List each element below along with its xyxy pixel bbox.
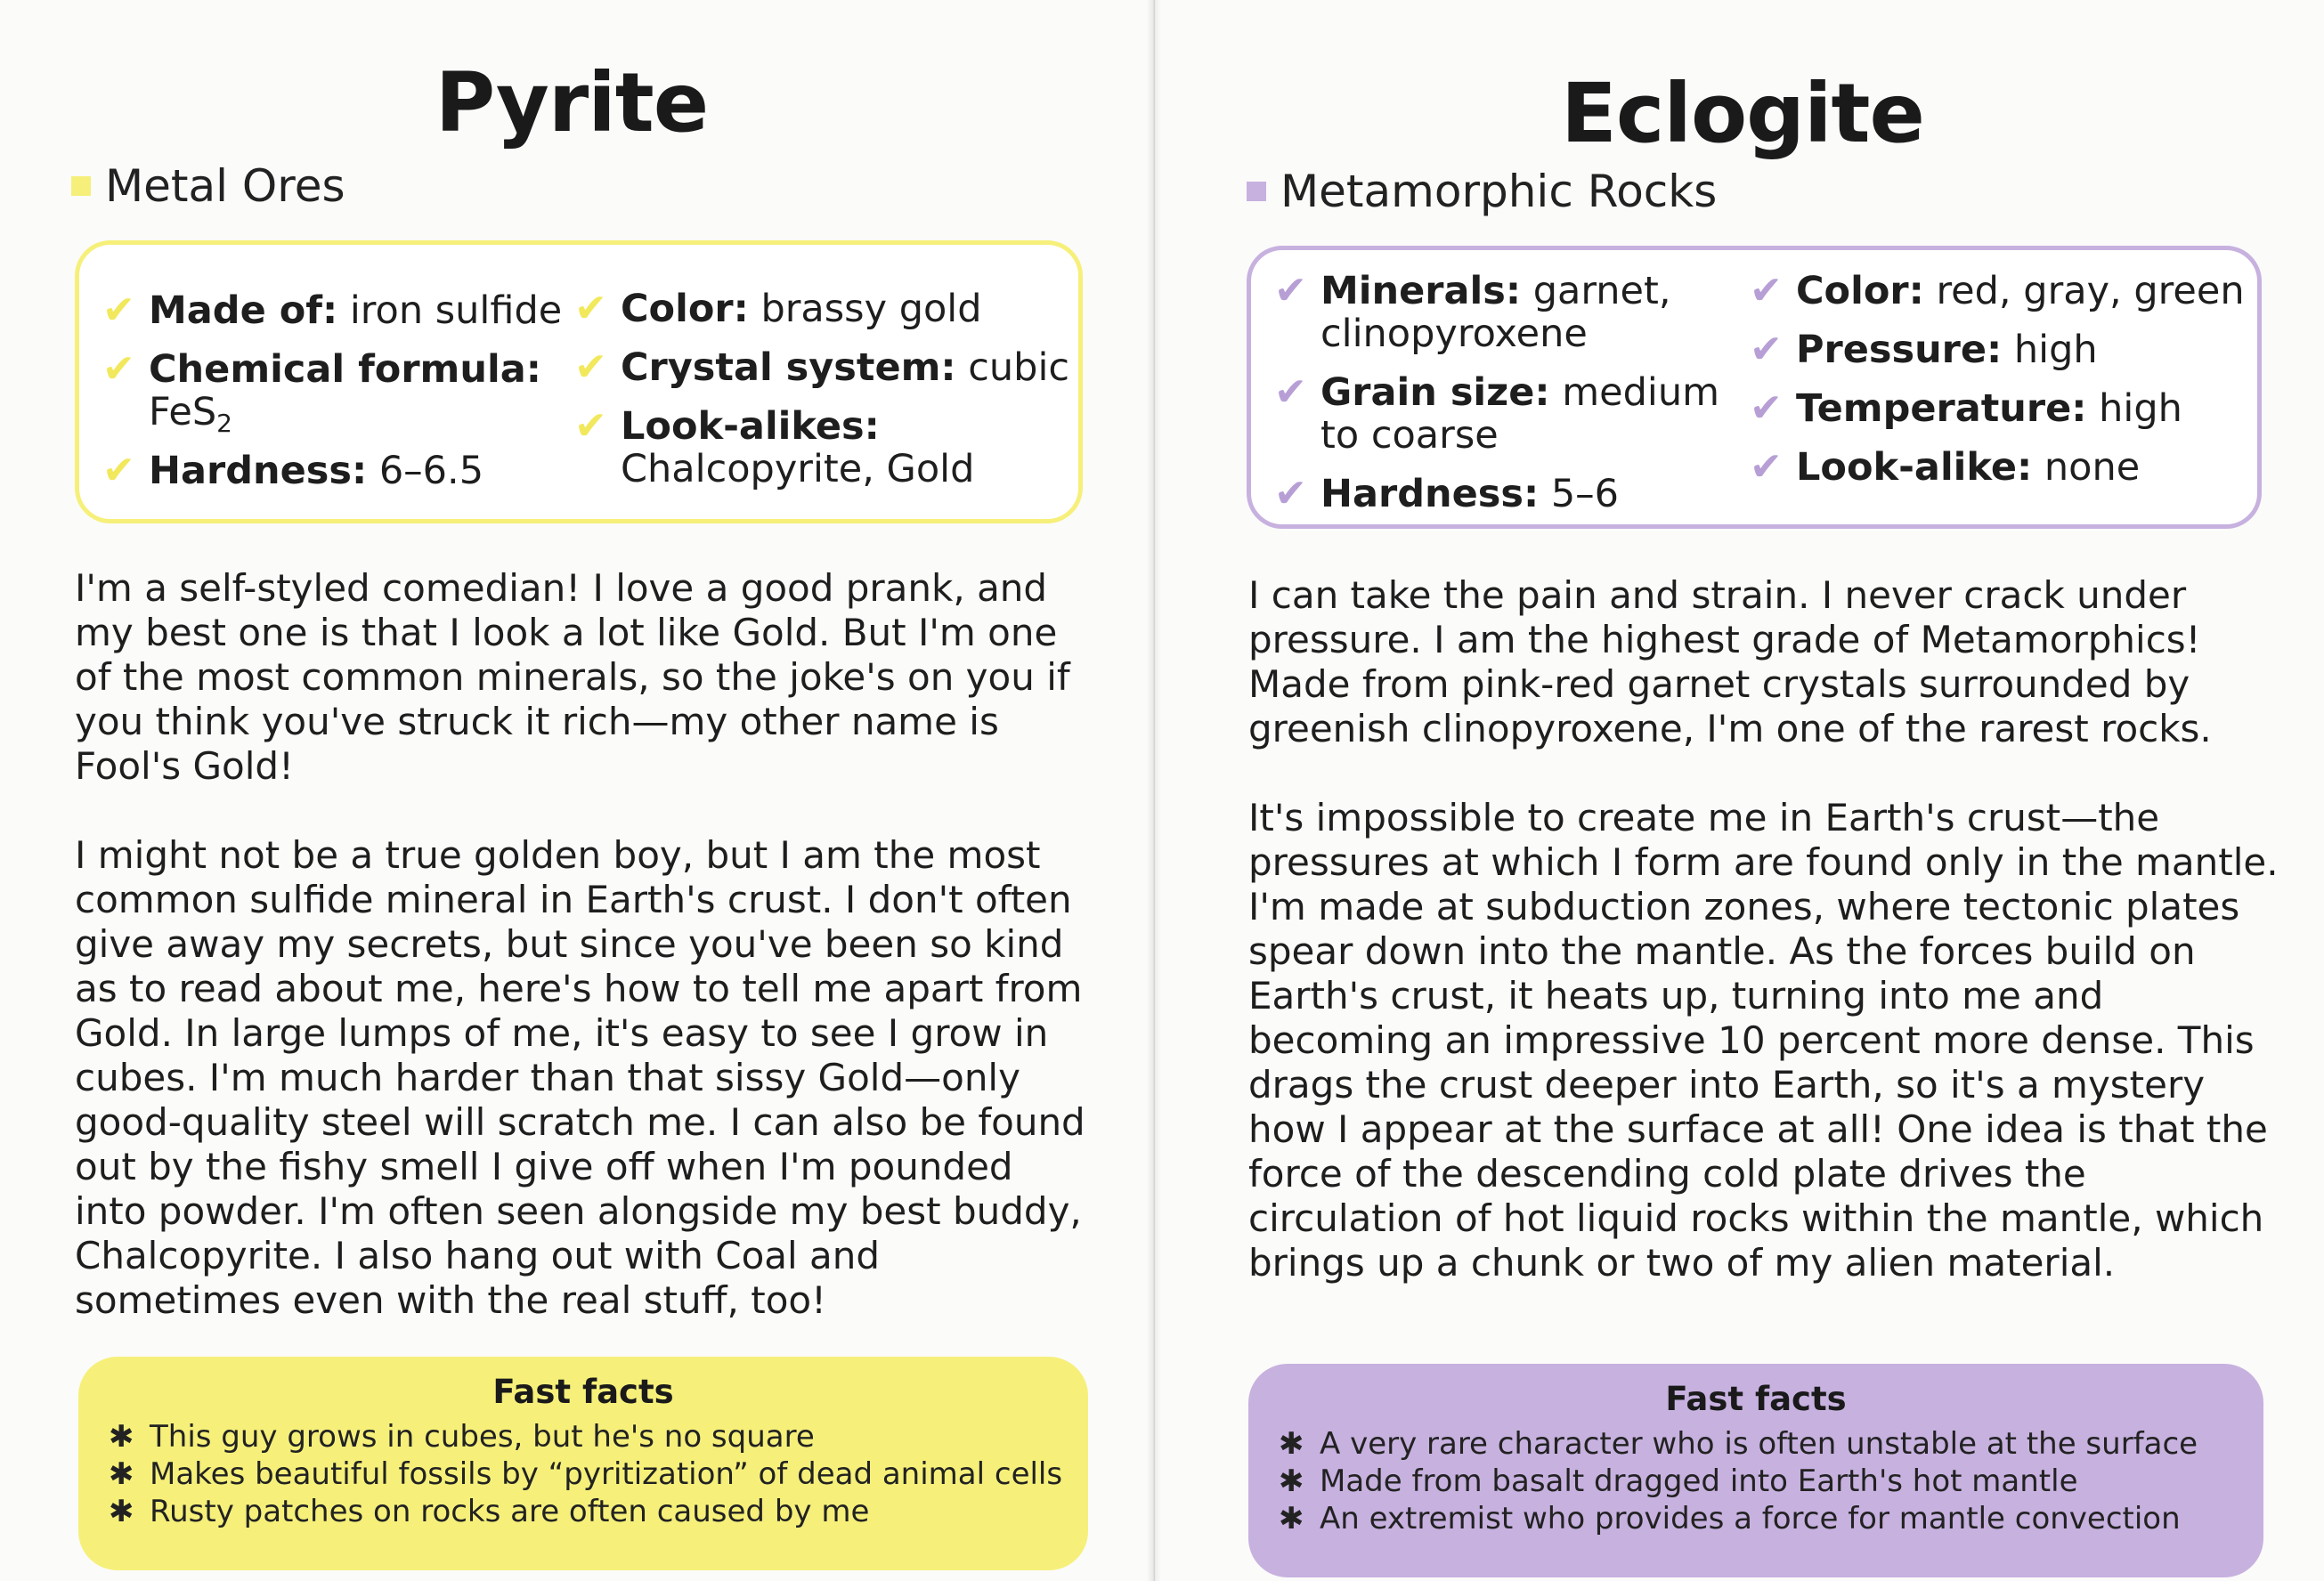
property-pressure <box>1750 328 2257 371</box>
fast-facts-title: Fast facts <box>1665 1380 1847 1418</box>
property-crystal-system <box>574 346 1073 389</box>
fast-fact: ✱ This guy grows in cubes, but he's no square <box>109 1419 815 1455</box>
property-value: 6–6.5 <box>367 449 484 493</box>
properties-column-2 <box>1750 270 2257 505</box>
checkmark-icon: ✔ <box>1274 369 1307 415</box>
property-value: medium to coarse <box>1320 370 1719 458</box>
checkmark-icon: ✔ <box>1750 327 1783 372</box>
checkmark-icon: ✔ <box>1274 471 1307 516</box>
property-value: iron sulfide <box>337 288 563 333</box>
asterisk-icon: ✱ <box>109 1456 134 1492</box>
property-value: high <box>2086 386 2182 431</box>
checkmark-icon: ✔ <box>102 346 135 392</box>
properties-box <box>1247 246 2262 529</box>
checkmark-icon: ✔ <box>1750 385 1783 431</box>
property-label: Color: <box>1796 269 1924 313</box>
category-swatch <box>71 176 91 196</box>
checkmark-icon: ✔ <box>574 286 607 331</box>
property-label: Hardness: <box>1320 472 1540 516</box>
formula-subscript: 2 <box>216 409 232 438</box>
checkmark-icon: ✔ <box>574 403 607 449</box>
property-value: Chalcopyrite, Gold <box>621 447 975 491</box>
property-made-of <box>102 289 565 332</box>
category-label: Metamorphic Rocks <box>1280 166 1718 217</box>
property-label: Crystal system: <box>621 345 956 390</box>
property-label: Pressure: <box>1796 328 2003 372</box>
asterisk-icon: ✱ <box>1279 1501 1304 1536</box>
property-color <box>1750 270 2257 312</box>
page-title: Pyrite <box>435 55 709 150</box>
property-label: Look-alikes: <box>621 404 880 449</box>
property-grain-size <box>1274 371 1737 457</box>
checkmark-icon: ✔ <box>102 448 135 493</box>
property-label: Minerals: <box>1320 269 1522 313</box>
category-tag <box>71 160 345 212</box>
property-value: garnet, clinopyroxene <box>1320 269 1671 356</box>
fast-facts-title: Fast facts <box>492 1373 674 1411</box>
property-color <box>574 288 1073 330</box>
properties-column-1 <box>102 289 565 508</box>
paragraph: I'm a self-styled comedian! I love a good prank, and my best one is that I look a lot like Gold. But I'm one of the most common minerals, so the joke's on you if you think you've struck it rich—my other name is Fool's Gold! <box>75 566 1070 788</box>
page-title: Eclogite <box>1561 66 1924 161</box>
paragraph: It's impossible to create me in Earth's crust—the pressures at which I form are found only in the mantle. I'm made at subduction zones, where tectonic plates spear down into the mantle. As the forces build on Earth's crust, it heats up, turning into me and becoming an impressive 10 percent more dense. This drags the crust deeper into Earth, so it's a mystery how I appear at the surface at all! One idea is that the force of the descending cold plate drives the circulation of hot liquid rocks within the mantle, which brings up a chunk or two of my alien material. <box>1248 796 2279 1285</box>
category-tag <box>1247 166 1717 217</box>
property-label: Temperature: <box>1796 386 2087 431</box>
property-hardness <box>102 450 565 492</box>
page-gutter <box>1147 0 1161 1581</box>
property-hardness <box>1274 473 1737 515</box>
fast-fact: ✱ Makes beautiful fossils by “pyritization” of dead animal cells <box>109 1456 1063 1492</box>
category-label: Metal Ores <box>105 160 345 212</box>
paragraph: I might not be a true golden boy, but I am the most common sulfide mineral in Earth's crust. I don't often give away my secrets, but since you've been so kind as to read about me, here's how to tell me apart from Gold. In large lumps of me, it's easy to see I grow in cubes. I'm much harder than that sissy Gold—only good-quality steel will scratch me. I can also be found out by the fishy smell I give off when I'm pounded into powder. I'm often seen alongside my best buddy, Chalcopyrite. I also hang out with Coal and sometimes even with the real stuff, too! <box>75 833 1085 1322</box>
property-value: high <box>2002 328 2098 372</box>
property-label: Hardness: <box>149 449 368 493</box>
checkmark-icon: ✔ <box>1274 268 1307 313</box>
body-text <box>75 566 1090 1367</box>
property-chemical-formula <box>102 346 565 438</box>
page-eclogite <box>1161 0 2324 1581</box>
fast-fact: ✱ A very rare character who is often unstable at the surface <box>1279 1426 2198 1462</box>
paragraph: I can take the pain and strain. I never crack under pressure. I am the highest grade of Metamorphics! Made from pink-red garnet crystals surrounded by greenish clinopyroxene, I'm one of the rarest rocks. <box>1248 573 2212 750</box>
checkmark-icon: ✔ <box>1750 268 1783 313</box>
asterisk-icon: ✱ <box>1279 1426 1304 1462</box>
checkmark-icon: ✔ <box>574 345 607 390</box>
checkmark-icon: ✔ <box>102 288 135 333</box>
property-label: Grain size: <box>1320 370 1550 415</box>
property-label: Chemical formula: <box>149 347 541 392</box>
fast-facts-box <box>78 1357 1088 1570</box>
category-swatch <box>1247 182 1266 201</box>
property-value: red, gray, green <box>1923 269 2245 313</box>
property-value: brassy gold <box>748 287 982 331</box>
properties-box <box>75 240 1083 523</box>
property-label: Made of: <box>149 288 338 333</box>
property-look-alike <box>1750 446 2257 489</box>
fast-facts-box <box>1248 1364 2263 1577</box>
checkmark-icon: ✔ <box>1750 444 1783 490</box>
property-value: FeS <box>149 390 217 434</box>
properties-column-1 <box>1274 270 1737 531</box>
property-label: Look-alike: <box>1796 445 2033 490</box>
fast-fact: ✱ Made from basalt dragged into Earth's hot mantle <box>1279 1463 2078 1499</box>
asterisk-icon: ✱ <box>109 1494 134 1529</box>
property-value: none <box>2032 445 2141 490</box>
property-minerals <box>1274 270 1737 355</box>
property-value: cubic <box>955 345 1070 390</box>
property-label: Color: <box>621 287 749 331</box>
asterisk-icon: ✱ <box>1279 1463 1304 1499</box>
body-text <box>1248 573 2281 1330</box>
asterisk-icon: ✱ <box>109 1419 134 1455</box>
property-look-alikes <box>574 405 1073 491</box>
page-pyrite <box>0 0 1147 1581</box>
properties-column-2 <box>574 288 1073 507</box>
property-temperature <box>1750 387 2257 430</box>
fast-fact: ✱ Rusty patches on rocks are often caused by me <box>109 1494 870 1529</box>
property-value: 5–6 <box>1539 472 1620 516</box>
fast-fact: ✱ An extremist who provides a force for mantle convection <box>1279 1501 2181 1536</box>
